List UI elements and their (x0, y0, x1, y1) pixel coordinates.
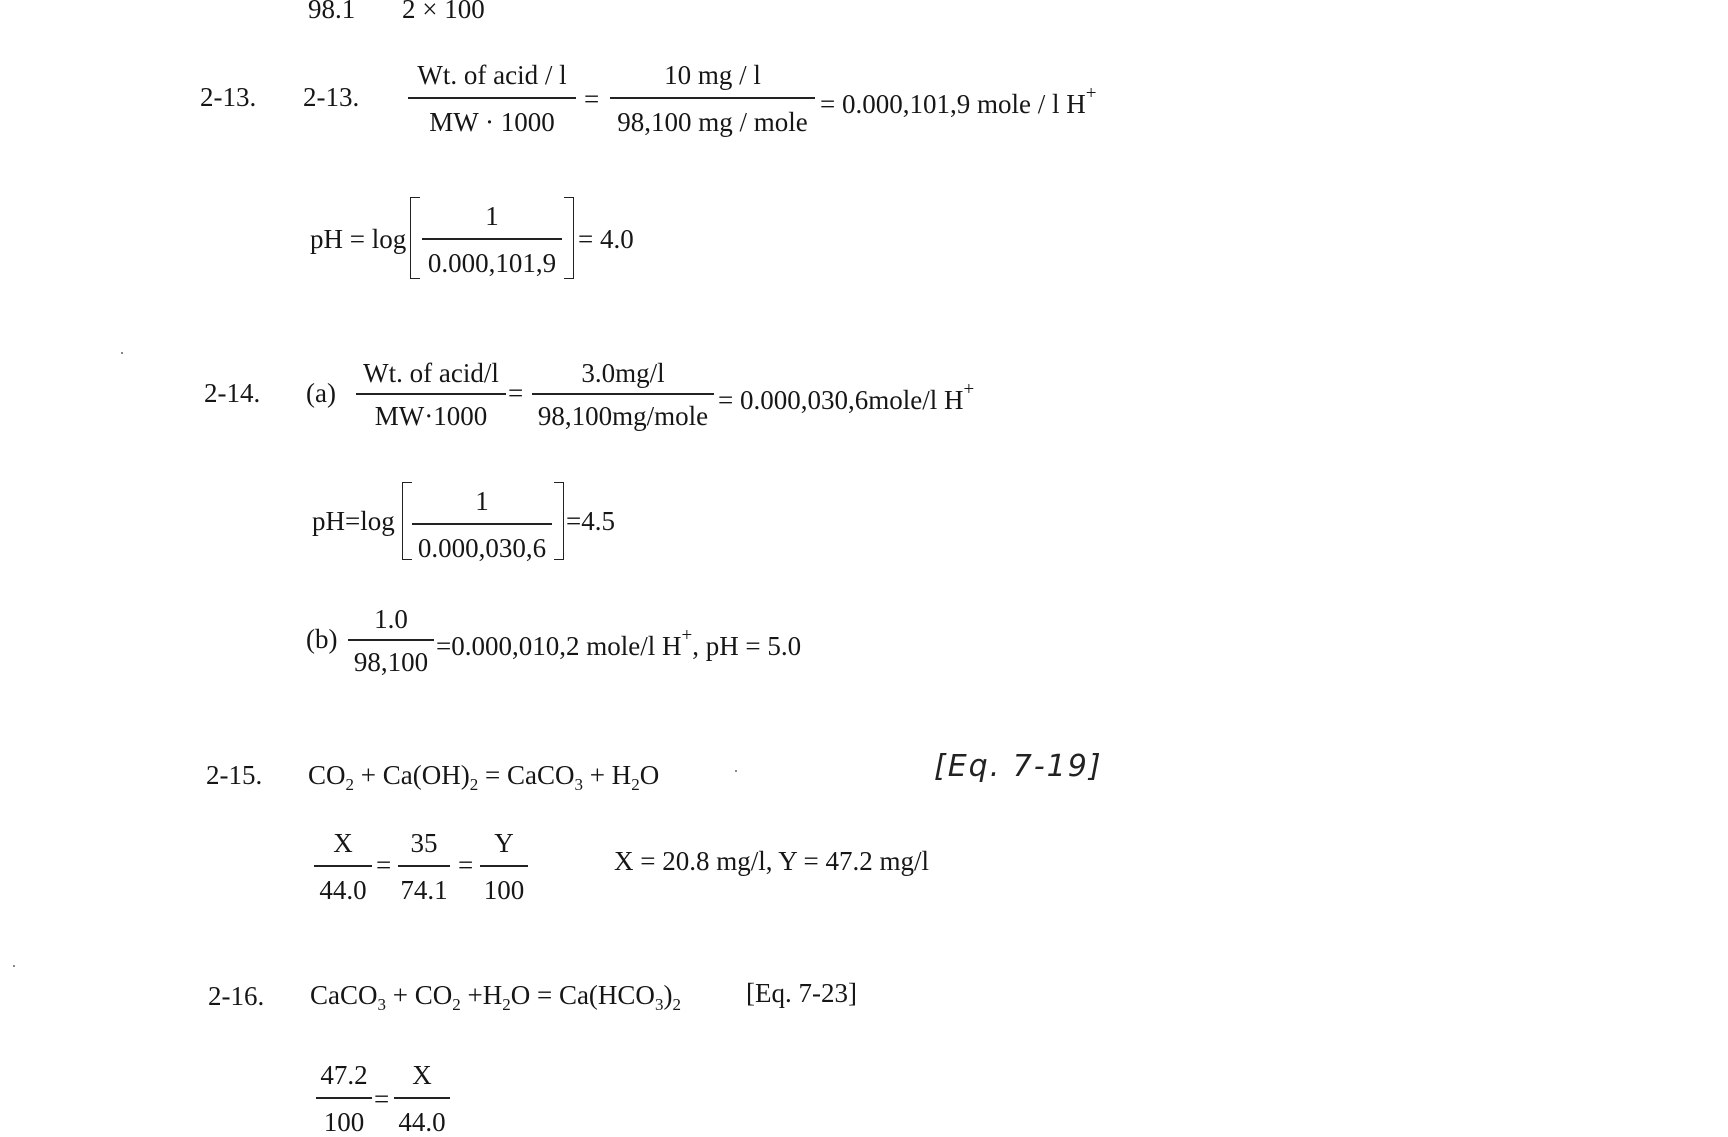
eq-part: +H (460, 980, 503, 1010)
result-text: X = 20.8 mg/l, Y = 47.2 mg/l (614, 846, 929, 876)
fraction-bar (412, 523, 552, 525)
result-value: =0.000,010,2 mole/l H (436, 631, 682, 661)
right-bracket (554, 482, 564, 560)
fraction-bar (610, 97, 815, 99)
denominator: MW · 1000 (429, 106, 555, 137)
superscript-plus: + (681, 625, 693, 646)
ph-log-prefix: pH=log (312, 506, 395, 536)
fraction-wt-over-mw (408, 62, 576, 136)
equals-sign: = (374, 1084, 390, 1114)
denominator: 74.1 (400, 874, 448, 905)
subscript: 2 (672, 995, 681, 1014)
numerator: 1 (485, 201, 499, 231)
scan-speck (735, 770, 737, 772)
subscript: 2 (345, 775, 355, 794)
denominator: 98,100 mg / mole (617, 106, 808, 137)
fraction-bar (356, 393, 506, 395)
numerator: 1.0 (374, 604, 408, 634)
left-bracket (402, 482, 412, 560)
numerator: X (412, 1060, 432, 1090)
result-value: = 0.000,101,9 mole / l H (820, 89, 1086, 119)
scan-speck (121, 352, 123, 354)
numerator: Wt. of acid / l (417, 60, 567, 90)
eq-part: + Ca(OH) (354, 760, 470, 790)
equals-sign: = (376, 850, 392, 880)
right-bracket (564, 197, 574, 279)
numerator: Y (494, 828, 514, 858)
numerator: 10 mg / l (664, 60, 761, 90)
fraction-mg-over-mole (532, 360, 714, 430)
equals-sign: = (584, 84, 600, 114)
fraction-47-2 (316, 1062, 372, 1136)
fraction-bar (532, 393, 714, 395)
result-text (820, 84, 1096, 118)
result-value: = 0.000,030,6mole/l H (718, 385, 964, 415)
fraction-x (314, 830, 372, 904)
equation-reference: [Eq. 7-23] (746, 978, 857, 1008)
fraction-bar (314, 865, 372, 867)
fraction-bar (408, 97, 576, 99)
denominator: 0.000,101,9 (427, 247, 557, 278)
denominator: 98,100mg/mole (537, 400, 709, 431)
eq-part: = CaCO (478, 760, 575, 790)
result-text (718, 380, 974, 414)
part-b-label: (b) (306, 624, 338, 654)
problem-number: 2-15. (206, 760, 263, 790)
fraction-b (348, 606, 434, 676)
fraction-bar (422, 238, 562, 240)
subscript: 2 (502, 995, 511, 1014)
denominator: MW·1000 (374, 400, 488, 431)
subscript: 2 (469, 775, 479, 794)
fraction-bar (394, 1097, 450, 1099)
denominator: 44.0 (398, 1106, 446, 1137)
left-bracket (410, 197, 420, 279)
fraction-bar (348, 639, 434, 641)
denominator: 0.000,030,6 (417, 532, 547, 563)
eq-part: CaCO (310, 980, 378, 1010)
problem-number: 2-13. (200, 82, 257, 112)
numerator: 1 (475, 486, 489, 516)
eq-part: + H (582, 760, 632, 790)
ph-log-prefix: pH = log (310, 224, 407, 254)
subscript: 3 (377, 995, 386, 1014)
ph-result: = 4.0 (578, 224, 634, 254)
ph-result: =4.5 (566, 506, 615, 536)
fraction-bar (398, 865, 450, 867)
subscript: 2 (452, 995, 461, 1014)
fraction-35 (398, 830, 450, 904)
denominator: 44.0 (319, 874, 367, 905)
fraction-bar (316, 1097, 372, 1099)
numerator: 47.2 (320, 1060, 368, 1090)
reaction-equation (310, 982, 681, 1013)
subscript: 3 (654, 995, 664, 1014)
fraction-mg-over-mole (610, 62, 815, 136)
ph-value: , pH = 5.0 (692, 631, 802, 661)
denominator: 98,100 (353, 646, 429, 677)
fraction-x (394, 1062, 450, 1136)
eq-part: O (639, 760, 660, 790)
denominator: 100 (483, 874, 525, 905)
ph-fraction (412, 488, 552, 562)
numerator: Wt. of acid/l (363, 358, 499, 388)
numerator: 35 (410, 828, 438, 858)
part-a-label: (a) (306, 378, 336, 408)
part-b-result (436, 626, 801, 660)
eq-part: + CO (386, 980, 453, 1010)
top-fragment-left: 98.1 (308, 0, 356, 24)
handwritten-reference: [Eq. 7-19] (934, 749, 1103, 784)
numerator: 3.0mg/l (581, 358, 665, 388)
equals-sign: = (508, 378, 524, 408)
problem-number-repeat: 2-13. (303, 82, 360, 112)
equals-sign: = (458, 850, 474, 880)
eq-part: O = Ca(HCO (510, 980, 655, 1010)
scan-speck (13, 965, 15, 967)
problem-number: 2-16. (208, 981, 265, 1011)
eq-part: ) (663, 980, 673, 1010)
fraction-wt-over-mw (356, 360, 506, 430)
fraction-bar (480, 865, 528, 867)
numerator: X (333, 828, 353, 858)
eq-part: CO (308, 760, 346, 790)
top-fragment-right: 2 × 100 (402, 0, 485, 24)
subscript: 2 (631, 775, 640, 794)
superscript-plus: + (963, 379, 975, 400)
problem-number: 2-14. (204, 378, 261, 408)
denominator: 100 (323, 1106, 365, 1137)
subscript: 3 (574, 775, 583, 794)
superscript-plus: + (1085, 83, 1097, 104)
reaction-equation (308, 762, 659, 793)
ph-fraction (422, 203, 562, 277)
fraction-y (480, 830, 528, 904)
